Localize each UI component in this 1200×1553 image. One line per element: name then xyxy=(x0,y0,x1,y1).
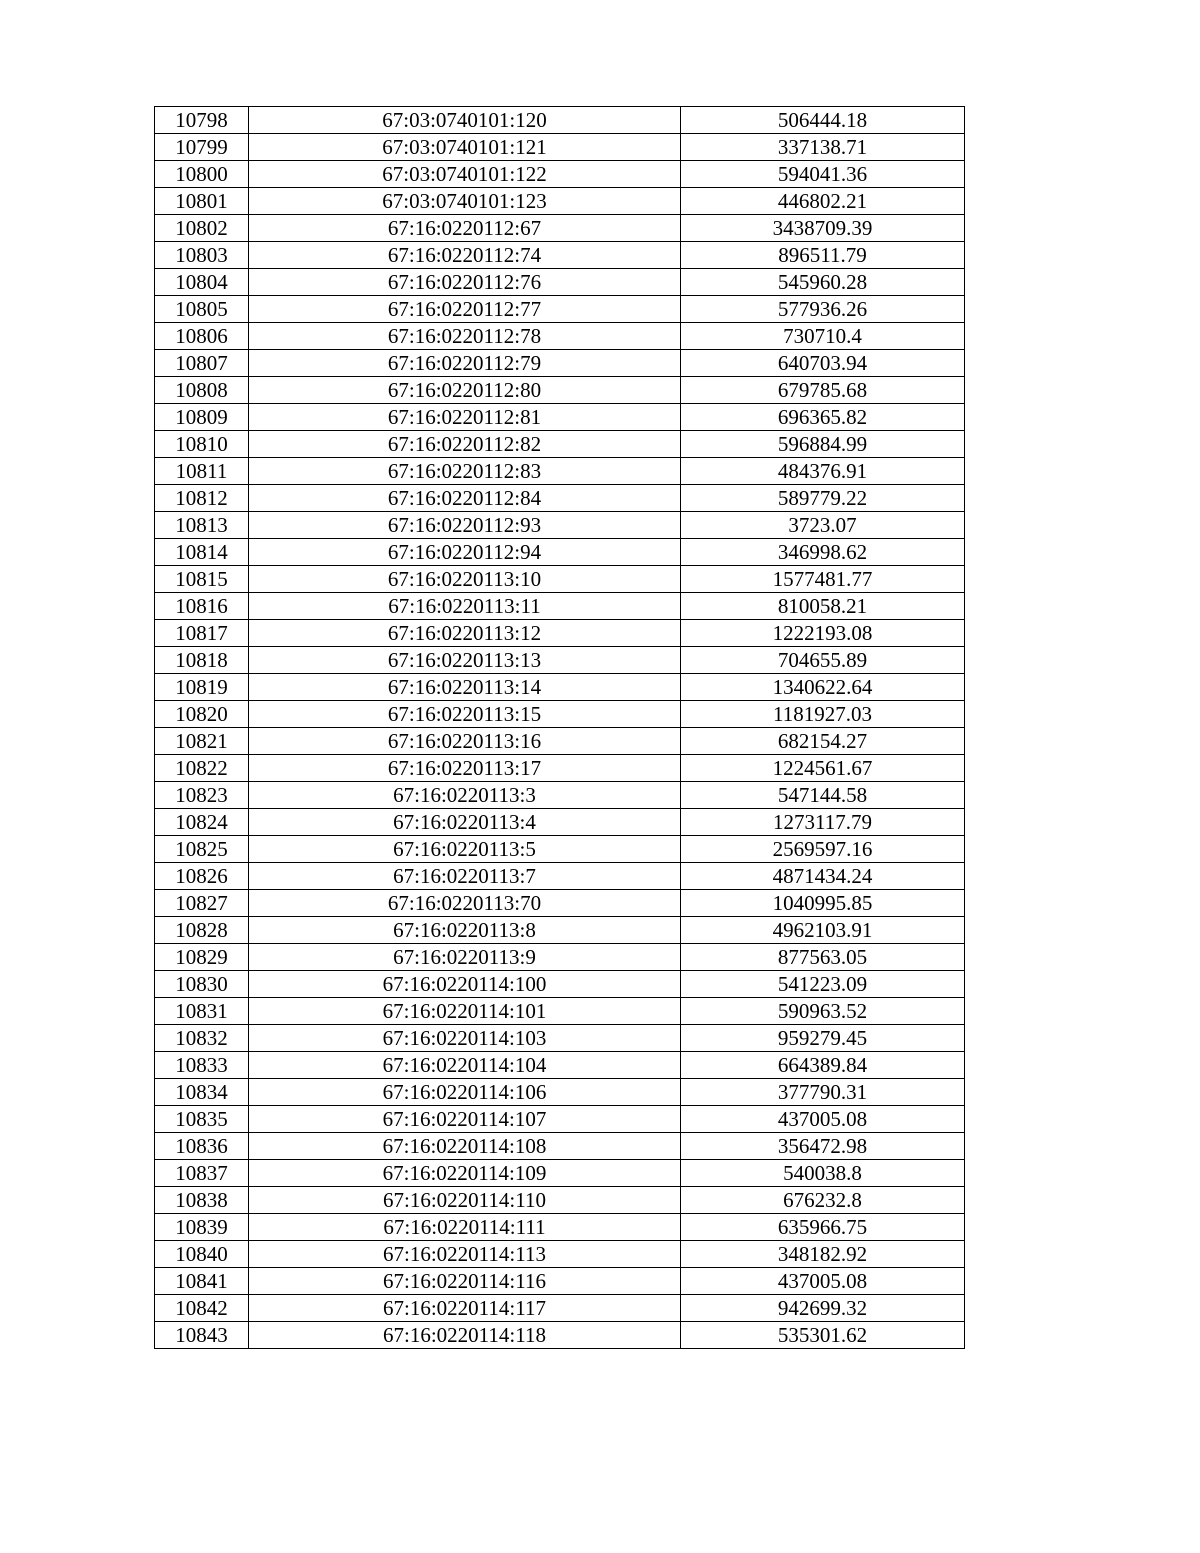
cadastral-number-cell: 67:16:0220113:17 xyxy=(249,755,681,782)
row-number-cell: 10801 xyxy=(155,188,249,215)
row-number-cell: 10835 xyxy=(155,1106,249,1133)
table-row xyxy=(155,1268,965,1295)
row-number-cell: 10821 xyxy=(155,728,249,755)
table-row xyxy=(155,1160,965,1187)
row-number-cell: 10834 xyxy=(155,1079,249,1106)
table-row xyxy=(155,647,965,674)
row-number-cell: 10833 xyxy=(155,1052,249,1079)
row-number-cell: 10800 xyxy=(155,161,249,188)
table-row xyxy=(155,701,965,728)
row-number-cell: 10819 xyxy=(155,674,249,701)
row-number-cell: 10823 xyxy=(155,782,249,809)
cadastral-value-cell: 446802.21 xyxy=(681,188,965,215)
cadastral-number-cell: 67:16:0220114:113 xyxy=(249,1241,681,1268)
cadastral-number-cell: 67:16:0220112:81 xyxy=(249,404,681,431)
cadastral-number-cell: 67:16:0220114:104 xyxy=(249,1052,681,1079)
table-row xyxy=(155,755,965,782)
cadastral-value-cell: 1273117.79 xyxy=(681,809,965,836)
row-number-cell: 10826 xyxy=(155,863,249,890)
cadastral-value-cell: 437005.08 xyxy=(681,1106,965,1133)
cadastral-value-cell: 547144.58 xyxy=(681,782,965,809)
cadastral-value-cell: 959279.45 xyxy=(681,1025,965,1052)
cadastral-number-cell: 67:16:0220113:8 xyxy=(249,917,681,944)
cadastral-number-cell: 67:16:0220113:4 xyxy=(249,809,681,836)
cadastral-number-cell: 67:16:0220113:15 xyxy=(249,701,681,728)
table-row xyxy=(155,539,965,566)
table-row xyxy=(155,188,965,215)
row-number-cell: 10824 xyxy=(155,809,249,836)
table-row xyxy=(155,485,965,512)
table-row xyxy=(155,350,965,377)
cadastral-value-cell: 3723.07 xyxy=(681,512,965,539)
table-row xyxy=(155,890,965,917)
row-number-cell: 10842 xyxy=(155,1295,249,1322)
cadastral-number-cell: 67:16:0220114:116 xyxy=(249,1268,681,1295)
table-row xyxy=(155,1106,965,1133)
row-number-cell: 10840 xyxy=(155,1241,249,1268)
table-row xyxy=(155,674,965,701)
row-number-cell: 10811 xyxy=(155,458,249,485)
table-row xyxy=(155,296,965,323)
row-number-cell: 10806 xyxy=(155,323,249,350)
cadastral-value-cell: 4871434.24 xyxy=(681,863,965,890)
cadastral-number-cell: 67:16:0220113:11 xyxy=(249,593,681,620)
table-row xyxy=(155,998,965,1025)
table-row xyxy=(155,1052,965,1079)
row-number-cell: 10802 xyxy=(155,215,249,242)
cadastral-value-cell: 377790.31 xyxy=(681,1079,965,1106)
cadastral-value-cell: 589779.22 xyxy=(681,485,965,512)
cadastral-value-cell: 1181927.03 xyxy=(681,701,965,728)
table-row xyxy=(155,458,965,485)
row-number-cell: 10813 xyxy=(155,512,249,539)
cadastral-number-cell: 67:16:0220113:9 xyxy=(249,944,681,971)
cadastral-value-cell: 356472.98 xyxy=(681,1133,965,1160)
cadastral-number-cell: 67:16:0220114:108 xyxy=(249,1133,681,1160)
cadastral-value-cell: 535301.62 xyxy=(681,1322,965,1349)
cadastral-number-cell: 67:16:0220113:7 xyxy=(249,863,681,890)
cadastral-number-cell: 67:16:0220114:109 xyxy=(249,1160,681,1187)
row-number-cell: 10832 xyxy=(155,1025,249,1052)
table-row xyxy=(155,917,965,944)
row-number-cell: 10798 xyxy=(155,107,249,134)
table-row xyxy=(155,269,965,296)
row-number-cell: 10815 xyxy=(155,566,249,593)
cadastral-number-cell: 67:16:0220114:106 xyxy=(249,1079,681,1106)
row-number-cell: 10810 xyxy=(155,431,249,458)
table-row xyxy=(155,836,965,863)
table-row xyxy=(155,1295,965,1322)
cadastral-number-cell: 67:16:0220112:77 xyxy=(249,296,681,323)
table-body xyxy=(155,107,965,1349)
row-number-cell: 10836 xyxy=(155,1133,249,1160)
cadastral-number-cell: 67:16:0220113:13 xyxy=(249,647,681,674)
row-number-cell: 10839 xyxy=(155,1214,249,1241)
cadastral-number-cell: 67:16:0220113:3 xyxy=(249,782,681,809)
cadastral-number-cell: 67:16:0220112:94 xyxy=(249,539,681,566)
cadastral-number-cell: 67:16:0220112:79 xyxy=(249,350,681,377)
cadastral-number-cell: 67:16:0220114:103 xyxy=(249,1025,681,1052)
table-row xyxy=(155,1025,965,1052)
cadastral-value-cell: 942699.32 xyxy=(681,1295,965,1322)
table-row xyxy=(155,377,965,404)
cadastral-number-cell: 67:16:0220114:118 xyxy=(249,1322,681,1349)
table-row xyxy=(155,107,965,134)
cadastral-number-cell: 67:16:0220114:110 xyxy=(249,1187,681,1214)
row-number-cell: 10831 xyxy=(155,998,249,1025)
cadastral-number-cell: 67:03:0740101:121 xyxy=(249,134,681,161)
table-row xyxy=(155,593,965,620)
cadastral-number-cell: 67:16:0220112:82 xyxy=(249,431,681,458)
row-number-cell: 10817 xyxy=(155,620,249,647)
cadastral-number-cell: 67:16:0220113:12 xyxy=(249,620,681,647)
table-row xyxy=(155,134,965,161)
cadastral-number-cell: 67:03:0740101:123 xyxy=(249,188,681,215)
row-number-cell: 10805 xyxy=(155,296,249,323)
cadastral-value-cell: 348182.92 xyxy=(681,1241,965,1268)
row-number-cell: 10828 xyxy=(155,917,249,944)
cadastral-value-cell: 596884.99 xyxy=(681,431,965,458)
row-number-cell: 10803 xyxy=(155,242,249,269)
cadastral-value-cell: 704655.89 xyxy=(681,647,965,674)
cadastral-number-cell: 67:16:0220112:78 xyxy=(249,323,681,350)
cadastral-number-cell: 67:16:0220112:67 xyxy=(249,215,681,242)
table-row xyxy=(155,404,965,431)
cadastral-value-cell: 696365.82 xyxy=(681,404,965,431)
cadastral-value-cell: 635966.75 xyxy=(681,1214,965,1241)
cadastral-value-cell: 437005.08 xyxy=(681,1268,965,1295)
row-number-cell: 10838 xyxy=(155,1187,249,1214)
row-number-cell: 10827 xyxy=(155,890,249,917)
cadastral-number-cell: 67:16:0220112:76 xyxy=(249,269,681,296)
cadastral-number-cell: 67:16:0220112:93 xyxy=(249,512,681,539)
table-row xyxy=(155,782,965,809)
cadastral-number-cell: 67:16:0220112:84 xyxy=(249,485,681,512)
table-row xyxy=(155,1241,965,1268)
cadastral-number-cell: 67:16:0220114:107 xyxy=(249,1106,681,1133)
table-row xyxy=(155,1079,965,1106)
cadastral-value-cell: 877563.05 xyxy=(681,944,965,971)
row-number-cell: 10808 xyxy=(155,377,249,404)
cadastral-value-cell: 4962103.91 xyxy=(681,917,965,944)
cadastral-value-cell: 896511.79 xyxy=(681,242,965,269)
cadastral-number-cell: 67:16:0220113:10 xyxy=(249,566,681,593)
cadastral-number-cell: 67:16:0220112:80 xyxy=(249,377,681,404)
cadastral-value-cell: 346998.62 xyxy=(681,539,965,566)
cadastral-value-cell: 1040995.85 xyxy=(681,890,965,917)
cadastral-value-cell: 1222193.08 xyxy=(681,620,965,647)
cadastral-value-cell: 1340622.64 xyxy=(681,674,965,701)
cadastral-value-cell: 545960.28 xyxy=(681,269,965,296)
cadastral-number-cell: 67:16:0220113:14 xyxy=(249,674,681,701)
table-row xyxy=(155,971,965,998)
table-row xyxy=(155,215,965,242)
cadastral-number-cell: 67:16:0220114:100 xyxy=(249,971,681,998)
row-number-cell: 10804 xyxy=(155,269,249,296)
cadastral-value-cell: 541223.09 xyxy=(681,971,965,998)
cadastral-value-cell: 337138.71 xyxy=(681,134,965,161)
cadastral-value-cell: 540038.8 xyxy=(681,1160,965,1187)
table-row xyxy=(155,1133,965,1160)
table-row xyxy=(155,1322,965,1349)
cadastral-value-cell: 640703.94 xyxy=(681,350,965,377)
cadastral-value-cell: 1577481.77 xyxy=(681,566,965,593)
table-row xyxy=(155,242,965,269)
table-row xyxy=(155,863,965,890)
table-row xyxy=(155,566,965,593)
table-row xyxy=(155,728,965,755)
table-row xyxy=(155,944,965,971)
cadastral-number-cell: 67:16:0220114:117 xyxy=(249,1295,681,1322)
cadastral-value-cell: 676232.8 xyxy=(681,1187,965,1214)
table-row xyxy=(155,161,965,188)
table-row xyxy=(155,620,965,647)
table-row xyxy=(155,323,965,350)
cadastral-number-cell: 67:16:0220113:70 xyxy=(249,890,681,917)
cadastral-number-cell: 67:16:0220114:111 xyxy=(249,1214,681,1241)
cadastral-value-table xyxy=(154,106,965,1349)
row-number-cell: 10816 xyxy=(155,593,249,620)
cadastral-value-cell: 594041.36 xyxy=(681,161,965,188)
row-number-cell: 10837 xyxy=(155,1160,249,1187)
cadastral-value-cell: 2569597.16 xyxy=(681,836,965,863)
row-number-cell: 10829 xyxy=(155,944,249,971)
cadastral-number-cell: 67:16:0220114:101 xyxy=(249,998,681,1025)
row-number-cell: 10825 xyxy=(155,836,249,863)
table-row xyxy=(155,1214,965,1241)
row-number-cell: 10818 xyxy=(155,647,249,674)
cadastral-number-cell: 67:16:0220112:74 xyxy=(249,242,681,269)
row-number-cell: 10809 xyxy=(155,404,249,431)
cadastral-number-cell: 67:16:0220113:5 xyxy=(249,836,681,863)
row-number-cell: 10799 xyxy=(155,134,249,161)
cadastral-number-cell: 67:03:0740101:122 xyxy=(249,161,681,188)
cadastral-value-cell: 682154.27 xyxy=(681,728,965,755)
cadastral-value-cell: 506444.18 xyxy=(681,107,965,134)
cadastral-value-cell: 1224561.67 xyxy=(681,755,965,782)
cadastral-value-cell: 577936.26 xyxy=(681,296,965,323)
cadastral-value-cell: 664389.84 xyxy=(681,1052,965,1079)
cadastral-value-cell: 590963.52 xyxy=(681,998,965,1025)
row-number-cell: 10830 xyxy=(155,971,249,998)
row-number-cell: 10841 xyxy=(155,1268,249,1295)
cadastral-number-cell: 67:16:0220113:16 xyxy=(249,728,681,755)
table-row xyxy=(155,431,965,458)
cadastral-number-cell: 67:16:0220112:83 xyxy=(249,458,681,485)
cadastral-value-cell: 3438709.39 xyxy=(681,215,965,242)
cadastral-number-cell: 67:03:0740101:120 xyxy=(249,107,681,134)
row-number-cell: 10814 xyxy=(155,539,249,566)
table-row xyxy=(155,1187,965,1214)
cadastral-value-cell: 484376.91 xyxy=(681,458,965,485)
table-row xyxy=(155,809,965,836)
cadastral-value-cell: 679785.68 xyxy=(681,377,965,404)
table-row xyxy=(155,512,965,539)
row-number-cell: 10820 xyxy=(155,701,249,728)
row-number-cell: 10843 xyxy=(155,1322,249,1349)
row-number-cell: 10807 xyxy=(155,350,249,377)
row-number-cell: 10822 xyxy=(155,755,249,782)
cadastral-value-cell: 810058.21 xyxy=(681,593,965,620)
cadastral-value-cell: 730710.4 xyxy=(681,323,965,350)
row-number-cell: 10812 xyxy=(155,485,249,512)
